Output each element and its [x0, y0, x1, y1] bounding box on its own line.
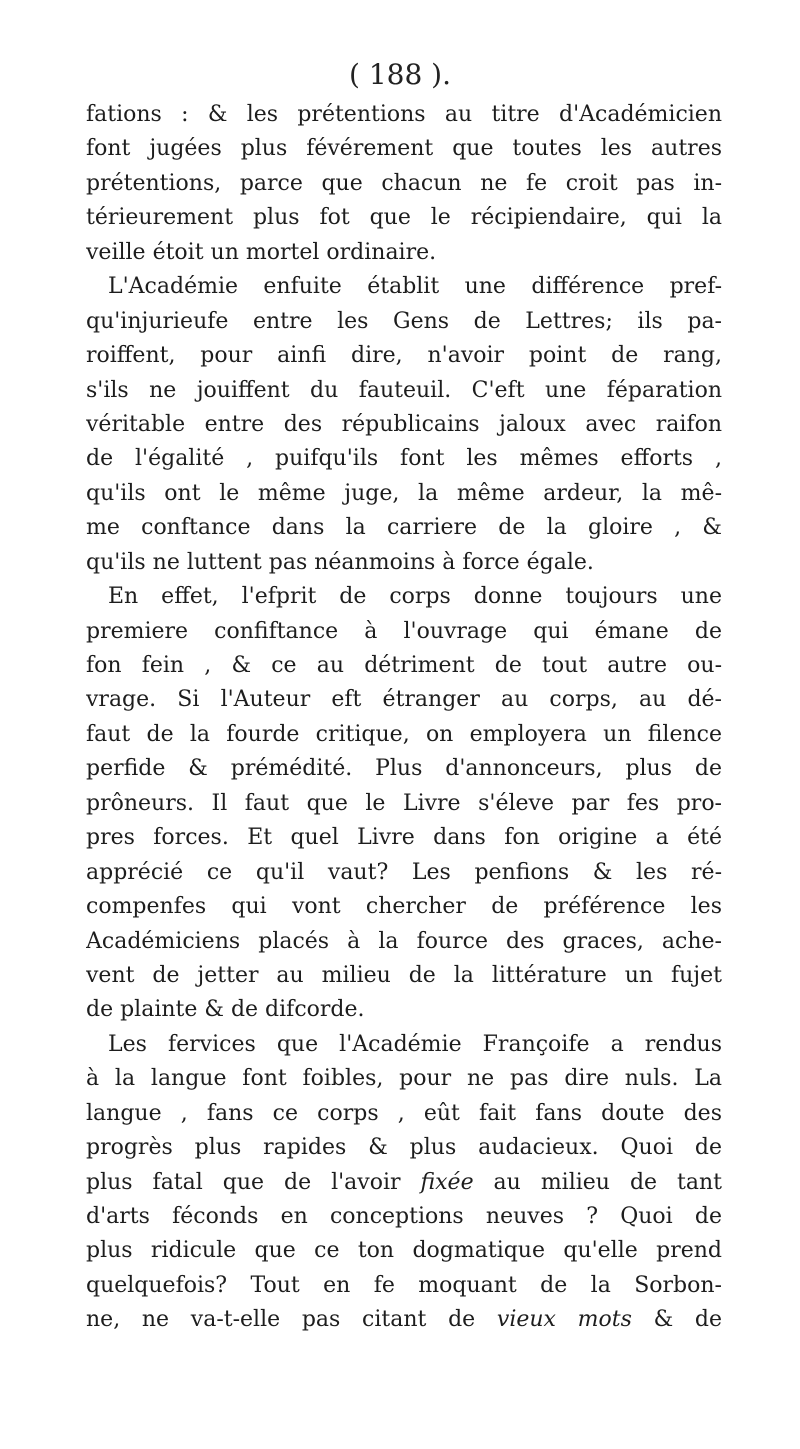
text-line: roiffent, pour ainfi dire, n'avoir point de rang,	[86, 343, 722, 369]
text-line: perfide & prémédité. Plus d'annonceurs, plus de	[86, 756, 722, 782]
text-line: Les fervices que l'Académie Françoife a rendus	[108, 1031, 722, 1057]
text-line: qu'ils ont le même juge, la même ardeur, la mê-	[86, 480, 722, 506]
text-line: font jugées plus févérement que toutes les autres	[86, 136, 722, 162]
text-line: plus fatal que de l'avoir fixée au milieu de tant	[86, 1169, 722, 1195]
text-line: fations : & les prétentions au titre d'Académicien	[86, 102, 722, 127]
text-line: s'ils ne jouiffent du fauteuil. C'eft une féparation	[86, 377, 722, 403]
text-line: térieurement plus fot que le récipiendaire, qui la	[86, 205, 722, 231]
text-line: quelquefois? Tout en fe moquant de la Sorbon-	[86, 1272, 722, 1298]
text-line: fon fein , & ce au détriment de tout autre ou-	[86, 653, 722, 678]
text-line: à la langue font foibles, pour ne pas dire nuls. La	[86, 1066, 722, 1092]
text-line: L'Académie enfuite établit une différence pref-	[108, 274, 722, 300]
text-line: vent de jetter au milieu de la littérature un fujet	[86, 962, 722, 988]
text-line: de l'égalité , puifqu'ils font les mêmes efforts ,	[86, 446, 722, 472]
text-line: apprécié ce qu'il vaut? Les penfions & les ré-	[86, 859, 722, 885]
text-line: véritable entre des républicains jaloux avec raifon	[86, 411, 722, 437]
text-line: compenfes qui vont chercher de préférence les	[86, 894, 722, 920]
text-line: pres forces. Et quel Livre dans fon origine a été	[86, 825, 722, 851]
text-line: me conftance dans la carriere de la gloire , &	[86, 515, 722, 541]
text-line: langue , fans ce corps , eût fait fans doute des	[86, 1100, 722, 1126]
text-line: plus ridicule que ce ton dogmatique qu'elle prend	[86, 1238, 722, 1264]
text-line: qu'ils ne luttent pas néanmoins à force égale.	[86, 549, 594, 575]
text-line: En effet, l'efprit de corps donne toujours une	[108, 584, 722, 610]
text-line: Académiciens placés à la fource des graces, ache-	[86, 928, 722, 954]
text-line: premiere confiftance à l'ouvrage qui émane de	[86, 618, 722, 644]
text-line: faut de la fourde critique, on employera un filence	[86, 721, 722, 747]
text-line: vrage. Si l'Auteur eft étranger au corps, au dé-	[86, 687, 722, 713]
page-number: ( 188 ).	[349, 58, 451, 91]
text-line: progrès plus rapides & plus audacieux. Quoi de	[86, 1135, 722, 1161]
text-line: d'arts féconds en conceptions neuves ? Quoi de	[86, 1204, 722, 1229]
text-line: veille étoit un mortel ordinaire.	[86, 239, 437, 265]
text-line: qu'injurieufe entre les Gens de Lettres; ils pa-	[86, 308, 722, 334]
text-line: prôneurs. Il faut que le Livre s'éleve par fes pro-	[86, 790, 722, 816]
text-line: ne, ne va-t-elle pas citant de vieux mots & de	[86, 1307, 722, 1333]
text-line: de plainte & de difcorde.	[86, 997, 365, 1023]
body-text	[86, 98, 722, 1338]
text-line: prétentions, parce que chacun ne fe croit pas in-	[86, 170, 722, 196]
